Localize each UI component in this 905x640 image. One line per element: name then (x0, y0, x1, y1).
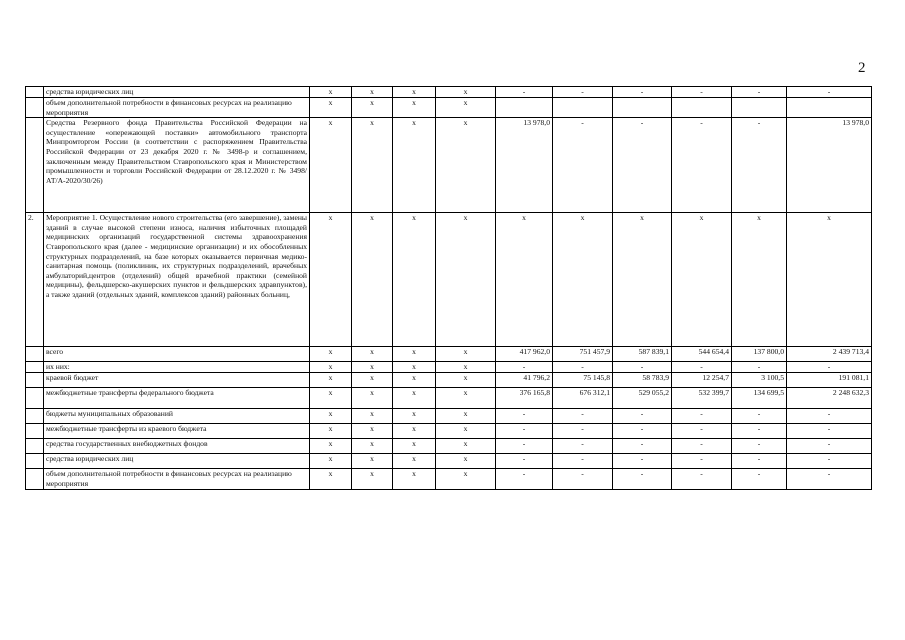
cell-value: 3 100,5 (732, 373, 787, 388)
cell-value: - (496, 424, 553, 439)
cell-value: x (496, 213, 553, 347)
table-row (26, 388, 872, 409)
cell-value: - (672, 87, 732, 98)
cell-value: - (496, 439, 553, 454)
cell-marker: x (393, 439, 436, 454)
cell-marker: x (436, 98, 496, 118)
cell-value: - (613, 362, 672, 373)
cell-value (672, 98, 732, 118)
cell-marker: x (352, 439, 393, 454)
cell-value: x (672, 213, 732, 347)
cell-value: - (496, 469, 553, 490)
cell-marker: x (436, 469, 496, 490)
cell-value: - (496, 87, 553, 98)
cell-value: - (672, 118, 732, 213)
cell-value: - (732, 439, 787, 454)
cell-marker: x (393, 409, 436, 424)
cell-marker: x (310, 213, 352, 347)
cell-marker: x (352, 424, 393, 439)
cell-marker: x (352, 454, 393, 469)
cell-value: - (787, 454, 872, 469)
cell-value: - (732, 118, 787, 213)
table-row (26, 362, 872, 373)
cell-value: 75 145,8 (553, 373, 613, 388)
cell-marker: x (436, 213, 496, 347)
cell-marker: x (352, 409, 393, 424)
row-number (26, 362, 44, 373)
row-label: средства юридических лиц (44, 87, 310, 98)
cell-marker: x (310, 424, 352, 439)
cell-value: - (613, 454, 672, 469)
cell-marker: x (393, 454, 436, 469)
cell-value: - (787, 362, 872, 373)
cell-value: - (732, 469, 787, 490)
cell-value: - (613, 87, 672, 98)
cell-value: - (496, 409, 553, 424)
cell-marker: x (310, 118, 352, 213)
cell-marker: x (352, 362, 393, 373)
cell-value: - (553, 362, 613, 373)
page-number: 2 (858, 60, 866, 76)
cell-value: - (732, 454, 787, 469)
cell-marker: x (352, 373, 393, 388)
cell-marker: x (352, 388, 393, 409)
cell-marker: x (310, 409, 352, 424)
cell-value: - (787, 409, 872, 424)
row-number (26, 98, 44, 118)
cell-value: 41 796,2 (496, 373, 553, 388)
cell-value: - (553, 87, 613, 98)
table-row (26, 373, 872, 388)
cell-marker: x (352, 87, 393, 98)
cell-marker: x (393, 424, 436, 439)
cell-marker: x (352, 213, 393, 347)
cell-value: - (672, 469, 732, 490)
cell-value: 137 800,0 (732, 347, 787, 362)
cell-value: 544 654,4 (672, 347, 732, 362)
cell-value: - (613, 409, 672, 424)
cell-marker: x (436, 439, 496, 454)
table-row (26, 454, 872, 469)
cell-marker: x (393, 388, 436, 409)
row-label: объем дополнительной потребности в финансовых ресурсах на реализацию мероприятия (44, 469, 310, 490)
row-label: Средства Резервного фонда Правительства Российской Федерации на осуществление «опережающей поставки» автомобильного транспорта Минпромторгом России (в соответствии с распоряжением Правительства Российской Федерации от 23 декабря 2020 г. № 3498-р и соглашением, заключенным между Правительством Ставропольского края и Министерством промышленности и торговли Российской Федерации от 28.12.2020 г. № 3498/АТ/А-2020/30/26) (44, 118, 310, 213)
cell-value: - (553, 409, 613, 424)
cell-value: x (613, 213, 672, 347)
cell-value: - (553, 469, 613, 490)
cell-value: x (732, 213, 787, 347)
cell-value: 676 312,1 (553, 388, 613, 409)
row-number (26, 87, 44, 98)
cell-marker: x (436, 362, 496, 373)
row-number (26, 388, 44, 409)
table-row (26, 439, 872, 454)
cell-value: - (553, 118, 613, 213)
cell-value: 2 248 632,3 (787, 388, 872, 409)
cell-marker: x (436, 347, 496, 362)
cell-marker: x (310, 362, 352, 373)
table-row (26, 424, 872, 439)
cell-value: 13 978,0 (787, 118, 872, 213)
row-label: их них: (44, 362, 310, 373)
cell-marker: x (310, 373, 352, 388)
row-number (26, 409, 44, 424)
cell-value (613, 98, 672, 118)
cell-value: - (613, 439, 672, 454)
cell-marker: x (393, 373, 436, 388)
cell-value: - (553, 439, 613, 454)
cell-value: 191 081,1 (787, 373, 872, 388)
table-row (26, 87, 872, 98)
cell-marker: x (352, 347, 393, 362)
cell-value: - (613, 424, 672, 439)
cell-value: - (787, 439, 872, 454)
table-row (26, 118, 872, 213)
budget-table (25, 86, 872, 490)
cell-marker: x (310, 469, 352, 490)
cell-value: 376 165,8 (496, 388, 553, 409)
cell-marker: x (436, 454, 496, 469)
cell-value (732, 98, 787, 118)
cell-value: - (672, 454, 732, 469)
row-number (26, 439, 44, 454)
cell-value: 417 962,0 (496, 347, 553, 362)
cell-value: 2 439 713,4 (787, 347, 872, 362)
cell-marker: x (310, 388, 352, 409)
cell-value: - (672, 409, 732, 424)
cell-value: 58 783,9 (613, 373, 672, 388)
cell-value: 587 839,1 (613, 347, 672, 362)
cell-value (787, 98, 872, 118)
cell-marker: x (393, 347, 436, 362)
cell-value: 751 457,9 (553, 347, 613, 362)
row-label: краевой бюджет (44, 373, 310, 388)
table-row (26, 347, 872, 362)
cell-marker: x (436, 409, 496, 424)
row-number (26, 347, 44, 362)
cell-marker: x (352, 98, 393, 118)
cell-marker: x (393, 118, 436, 213)
cell-value: - (732, 362, 787, 373)
row-label: средства государственных внебюджетных фондов (44, 439, 310, 454)
cell-marker: x (436, 388, 496, 409)
cell-value: x (553, 213, 613, 347)
cell-marker: x (310, 87, 352, 98)
cell-marker: x (310, 439, 352, 454)
row-number (26, 373, 44, 388)
cell-value: - (553, 454, 613, 469)
cell-value: - (672, 424, 732, 439)
row-number (26, 424, 44, 439)
row-number (26, 454, 44, 469)
cell-value: - (613, 469, 672, 490)
cell-marker: x (310, 347, 352, 362)
table-row (26, 469, 872, 490)
row-label: средства юридических лиц (44, 454, 310, 469)
row-label: бюджеты муниципальных образований (44, 409, 310, 424)
cell-marker: x (393, 87, 436, 98)
cell-marker: x (436, 373, 496, 388)
cell-marker: x (393, 469, 436, 490)
cell-value: - (787, 424, 872, 439)
cell-value: - (732, 87, 787, 98)
table-row (26, 98, 872, 118)
cell-value: - (787, 469, 872, 490)
cell-value: - (613, 118, 672, 213)
cell-value: x (787, 213, 872, 347)
table-row (26, 409, 872, 424)
cell-value (496, 98, 553, 118)
row-label: объем дополнительной потребности в финансовых ресурсах на реализацию мероприятия (44, 98, 310, 118)
row-label: межбюджетные трансферты из краевого бюджета (44, 424, 310, 439)
cell-marker: x (310, 454, 352, 469)
row-number (26, 118, 44, 213)
row-label: межбюджетные трансферты федерального бюджета (44, 388, 310, 409)
cell-value: - (672, 439, 732, 454)
cell-marker: x (310, 98, 352, 118)
cell-value: - (496, 362, 553, 373)
cell-value: - (496, 454, 553, 469)
cell-value: 13 978,0 (496, 118, 553, 213)
cell-value: - (553, 424, 613, 439)
cell-value: 134 699,5 (732, 388, 787, 409)
cell-value: - (787, 87, 872, 98)
cell-value (553, 98, 613, 118)
cell-value: - (732, 409, 787, 424)
row-label: всего (44, 347, 310, 362)
cell-marker: x (352, 469, 393, 490)
row-number (26, 469, 44, 490)
cell-value: - (672, 362, 732, 373)
cell-value: 532 399,7 (672, 388, 732, 409)
cell-marker: x (436, 87, 496, 98)
cell-marker: x (436, 118, 496, 213)
row-number: 2. (26, 213, 44, 347)
table-row (26, 213, 872, 347)
cell-marker: x (393, 98, 436, 118)
cell-value: 529 055,2 (613, 388, 672, 409)
cell-marker: x (393, 213, 436, 347)
cell-value: 12 254,7 (672, 373, 732, 388)
cell-marker: x (393, 362, 436, 373)
row-label: Мероприятие 1. Осуществление нового строительства (его завершение), замены зданий в случае высокой степени износа, наличия избыточных площадей медицинских организаций государственной системы здравоохранения Ставропольского края (далее - медицинские организации) и их обособленных структурных подразделений, на базе которых оказывается первичная медико-санитарная помощь (поликлиник, их структурных подразделений, врачебных амбулаторий,центров (отделений) общей врачебной практики (семейной медицины), фельдшерско-акушерских пунктов и фельдшерских здравпунктов), а также зданий (отдельных зданий, комплексов зданий) районных больниц, (44, 213, 310, 347)
cell-value: - (732, 424, 787, 439)
cell-marker: x (352, 118, 393, 213)
cell-marker: x (436, 424, 496, 439)
